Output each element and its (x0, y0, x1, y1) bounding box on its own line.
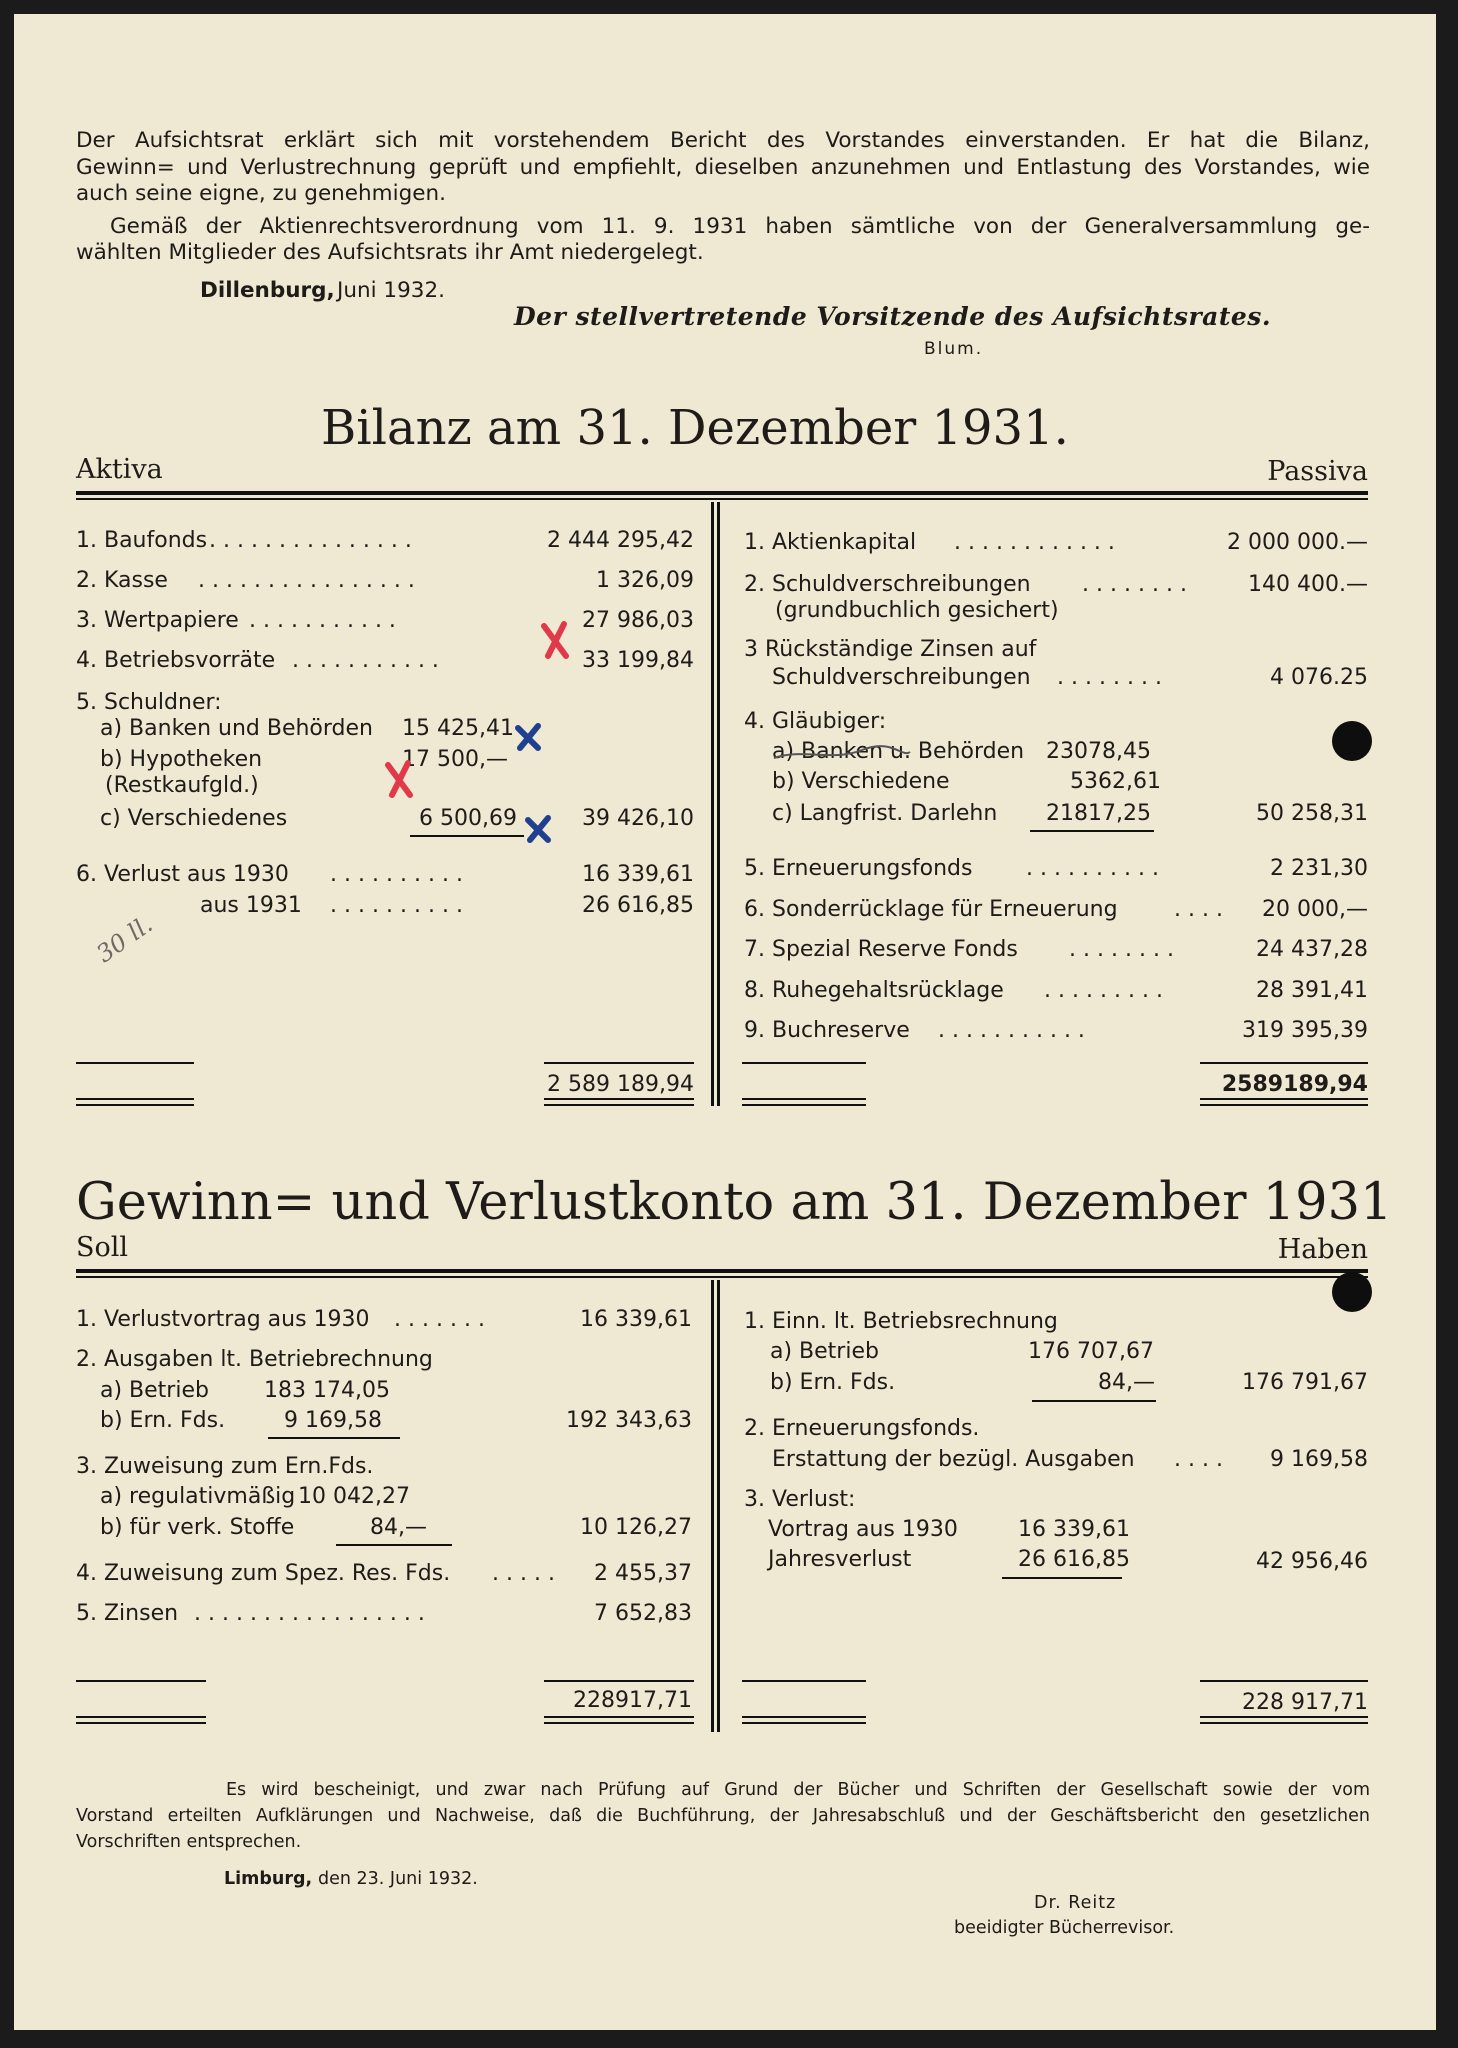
passiva-glaeubiger-a-label: a) Banken u. Behörden (772, 739, 1025, 764)
passiva-glaeubiger-b-label: b) Verschiedene (772, 769, 950, 794)
soll-zuweisung-ern-total: 10 126,27 (580, 1515, 692, 1540)
soll-zuweisung-ern-b-label: b) für verk. Stoffe (100, 1515, 295, 1540)
leader-dots: .......... (330, 862, 470, 887)
haben-verlust-label: 3. Verlust: (744, 1487, 856, 1512)
soll-zuweisung-spez-value: 2 455,37 (594, 1561, 692, 1586)
pencil-strikethrough (772, 740, 912, 766)
haben-verlust-b-value: 26 616,85 (1018, 1547, 1130, 1572)
red-check-mark-icon (384, 759, 416, 799)
aktiva-schuldner-c-label: c) Verschiedenes (100, 806, 288, 831)
bilanz-top-rule-thin (76, 498, 1368, 500)
aktiva-schuldner-total: 39 426,10 (582, 806, 694, 831)
subtotal-underline (1002, 1577, 1122, 1579)
bilanz-center-rule (717, 502, 720, 1106)
punch-hole (1332, 1272, 1372, 1312)
passiva-ruhegehalt-value: 28 391,41 (1256, 978, 1368, 1003)
aktiva-schuldner-label: 5. Schuldner: (76, 690, 222, 715)
passiva-glaeubiger-c-value: 21817,25 (1046, 801, 1151, 826)
haben-label: Haben (1277, 1234, 1368, 1265)
aktiva-total-rule (544, 1062, 694, 1064)
haben-einnahmen-label: 1. Einn. lt. Betriebsrechnung (744, 1309, 1058, 1334)
leader-dots: ............... (209, 528, 419, 553)
aktiva-schuldner-a-value: 15 425,41 (402, 716, 514, 741)
certification-line-1: Es wird bescheinigt, und zwar nach Prüfung auf Grund der Bücher und Schriften der Gesellschaft sowie der vom (226, 1780, 1370, 1800)
haben-total: 228 917,71 (1242, 1690, 1368, 1715)
auditor-name: Dr. Reitz (1034, 1893, 1117, 1913)
soll-ausgaben-b-value: 9 169,58 (284, 1408, 382, 1433)
passiva-buchreserve-label: 9. Buchreserve (744, 1018, 910, 1043)
soll-zuweisung-ern-a-value: 10 042,27 (298, 1484, 410, 1509)
guv-center-rule (717, 1280, 720, 1732)
aktiva-total-rule (544, 1098, 694, 1100)
aktiva-schuldner-b-label2: (Restkaufgld.) (105, 773, 259, 798)
aktiva-schuldner-a-label: a) Banken und Behörden (100, 716, 373, 741)
passiva-erneuerungsfonds-value: 2 231,30 (1270, 856, 1368, 881)
soll-total: 228917,71 (573, 1688, 692, 1713)
soll-ausgaben-b-label: b) Ern. Fds. (100, 1408, 226, 1433)
aktiva-label: Aktiva (76, 454, 163, 485)
passiva-buchreserve-value: 319 395,39 (1242, 1018, 1368, 1043)
intro-paragraph-2: Gemäß der Aktienrechtsverordnung vom 11. 9. 1931 haben sämtliche von der Generalversammlung ge- (110, 214, 1370, 239)
signature-title: Der stellvertretende Vorsitzende des Aufsichtsrates. (514, 302, 1272, 331)
auditor-title: beeidigter Bücherrevisor. (954, 1918, 1175, 1938)
intro-paragraph-1 (76, 127, 1370, 181)
passiva-glaeubiger-c-label: c) Langfrist. Darlehn (772, 801, 998, 826)
aktiva-total-rule (76, 1104, 194, 1106)
soll-zinsen-label: 5. Zinsen (76, 1601, 179, 1626)
haben-erneuerungsfonds-value: 9 169,58 (1270, 1447, 1368, 1472)
subtotal-underline (1030, 830, 1154, 832)
aktiva-verlust-label: 6. Verlust aus 1930 (76, 862, 289, 887)
soll-zuweisung-ern-b-value: 84,— (370, 1515, 427, 1540)
leader-dots: ..... (492, 1561, 562, 1586)
haben-total-rule (742, 1680, 866, 1682)
passiva-glaeubiger-b-value: 5362,61 (1070, 769, 1161, 794)
document-page (14, 14, 1436, 2030)
passiva-total-rule (742, 1062, 866, 1064)
passiva-spezial-value: 24 437,28 (1256, 937, 1368, 962)
leader-dots: .......... (330, 893, 470, 918)
haben-erneuerungsfonds-label: 2. Erneuerungsfonds. (744, 1416, 980, 1441)
haben-einnahmen-total: 176 791,67 (1242, 1370, 1368, 1395)
leader-dots: .......... (1026, 856, 1166, 881)
intro-line: wählten Mitglieder des Aufsichtsrats ihr Amt niedergelegt. (76, 240, 704, 265)
aktiva-total-rule (76, 1062, 194, 1064)
soll-zinsen-value: 7 652,83 (594, 1601, 692, 1626)
passiva-zinsen-value: 4 076.25 (1270, 665, 1368, 690)
guv-title: Gewinn= und Verlustkonto am 31. Dezember 1931 (76, 1173, 1393, 1232)
guv-center-rule (711, 1280, 714, 1732)
aktiva-schuldner-b-value: 17 500,— (402, 747, 508, 772)
haben-total-rule (742, 1722, 866, 1724)
aktiva-schuldner-b-label: b) Hypotheken (100, 747, 263, 772)
aktiva-total: 2 589 189,94 (547, 1072, 694, 1097)
passiva-aktienkapital-label: 1. Aktienkapital (744, 530, 917, 555)
soll-total-rule (76, 1716, 206, 1718)
passiva-glaeubiger-total: 50 258,31 (1256, 801, 1368, 826)
soll-verlustvortrag-value: 16 339,61 (580, 1307, 692, 1332)
aktiva-baufonds-label: 1. Baufonds (76, 528, 208, 553)
aktiva-verlust-value2: 26 616,85 (582, 893, 694, 918)
soll-ausgaben-label: 2. Ausgaben lt. Betriebrechnung (76, 1347, 433, 1372)
punch-hole (1332, 721, 1372, 761)
guv-top-rule-thin (76, 1276, 1368, 1278)
certification-line-2: Vorstand erteilten Aufklärungen und Nachweise, daß die Buchführung, der Jahresabschluß und der Geschäftsbericht den gesetzlichen (76, 1806, 1370, 1826)
soll-zuweisung-ern-a-label: a) regulativmäßig (100, 1484, 296, 1509)
leader-dots: ........... (249, 608, 403, 633)
passiva-total: 2589189,94 (1221, 1072, 1368, 1097)
soll-ausgaben-a-value: 183 174,05 (264, 1378, 390, 1403)
bilanz-center-rule (711, 502, 714, 1106)
passiva-label: Passiva (1267, 456, 1368, 487)
soll-label: Soll (76, 1232, 129, 1263)
haben-total-rule (1200, 1722, 1368, 1724)
aktiva-total-rule (76, 1098, 194, 1100)
soll-total-rule (544, 1716, 694, 1718)
aktiva-total-rule (544, 1104, 694, 1106)
passiva-schuldverschreibungen-value: 140 400.— (1248, 572, 1368, 597)
red-check-mark-icon (540, 620, 572, 660)
intro-line: Der Aufsichtsrat erklärt sich mit vorstehendem Bericht des Vorstandes einverstanden. Er hat die Bilanz, (76, 128, 1370, 153)
leader-dots: ................. (194, 1601, 432, 1626)
bilanz-top-rule (76, 491, 1368, 495)
soll-zuweisung-spez-label: 4. Zuweisung zum Spez. Res. Fds. (76, 1561, 451, 1586)
passiva-total-rule (742, 1098, 866, 1100)
aktiva-schuldner-c-value: 6 500,69 (419, 806, 517, 831)
haben-total-rule (742, 1716, 866, 1718)
soll-zuweisung-ern-label: 3. Zuweisung zum Ern.Fds. (76, 1454, 374, 1479)
place-limburg: Limburg, (224, 1869, 313, 1889)
blue-check-mark-icon (514, 722, 544, 752)
aktiva-kasse-value: 1 326,09 (596, 568, 694, 593)
subtotal-underline (410, 835, 524, 837)
haben-verlust-a-label: Vortrag aus 1930 (768, 1517, 958, 1542)
passiva-schuldverschreibungen-label: 2. Schuldverschreibungen (744, 572, 1031, 597)
intro-date: Juni 1932. (337, 278, 445, 303)
leader-dots: .... (1174, 897, 1230, 922)
aktiva-wertpapiere-label: 3. Wertpapiere (76, 608, 239, 633)
intro-line: auch seine eigne, zu genehmigen. (76, 181, 446, 206)
leader-dots: ......... (1044, 978, 1170, 1003)
haben-verlust-total: 42 956,46 (1256, 1549, 1368, 1574)
haben-total-rule (1200, 1716, 1368, 1718)
aktiva-verlust-label2: aus 1931 (200, 893, 302, 918)
certification-last-line: Vorschriften entsprechen. (76, 1832, 302, 1852)
leader-dots: ........ (1082, 572, 1194, 597)
leader-dots: ........ (1057, 665, 1169, 690)
haben-erneuerungsfonds-label2: Erstattung der bezügl. Ausgaben (772, 1447, 1135, 1472)
passiva-schuldverschreibungen-sub: (grundbuchlich gesichert) (775, 598, 1059, 623)
leader-dots: ............ (954, 530, 1122, 555)
aktiva-kasse-label: 2. Kasse (76, 568, 168, 593)
certification-date: den 23. Juni 1932. (318, 1869, 478, 1889)
intro-line: Gewinn= und Verlustrechnung geprüft und empfiehlt, dieselben anzunehmen und Entlastung des Vorstandes, wie (76, 155, 1370, 180)
soll-total-rule (544, 1680, 694, 1682)
bilanz-title: Bilanz am 31. Dezember 1931. (321, 400, 1069, 456)
signature-name: Blum. (924, 339, 984, 359)
soll-total-rule (544, 1722, 694, 1724)
haben-verlust-b-label: Jahresverlust (768, 1547, 912, 1572)
leader-dots: .... (1174, 1447, 1230, 1472)
haben-verlust-a-value: 16 339,61 (1018, 1517, 1130, 1542)
aktiva-betriebsvorraete-value: 33 199,84 (582, 648, 694, 673)
soll-ausgaben-total: 192 343,63 (566, 1408, 692, 1433)
leader-dots: ........... (292, 648, 446, 673)
passiva-zinsen-label2: Schuldverschreibungen (772, 665, 1031, 690)
leader-dots: ........ (1069, 937, 1181, 962)
subtotal-underline (268, 1437, 400, 1439)
passiva-glaeubiger-a-value: 23078,45 (1046, 739, 1151, 764)
passiva-sonderruecklage-label: 6. Sonderrücklage für Erneuerung (744, 897, 1118, 922)
passiva-aktienkapital-value: 2 000 000.— (1227, 530, 1368, 555)
passiva-zinsen-label: 3 Rückständige Zinsen auf (744, 637, 1037, 662)
haben-einnahmen-a-value: 176 707,67 (1028, 1339, 1154, 1364)
passiva-ruhegehalt-label: 8. Ruhegehaltsrücklage (744, 978, 1004, 1003)
aktiva-wertpapiere-value: 27 986,03 (582, 608, 694, 633)
blue-check-mark-icon (524, 814, 554, 844)
passiva-sonderruecklage-value: 20 000,— (1262, 897, 1368, 922)
aktiva-betriebsvorraete-label: 4. Betriebsvorräte (76, 648, 276, 673)
passiva-total-rule (1200, 1104, 1368, 1106)
aktiva-baufonds-value: 2 444 295,42 (547, 528, 694, 553)
subtotal-underline (336, 1544, 452, 1546)
passiva-total-rule (742, 1104, 866, 1106)
passiva-erneuerungsfonds-label: 5. Erneuerungsfonds (744, 856, 973, 881)
soll-ausgaben-a-label: a) Betrieb (100, 1378, 209, 1403)
passiva-glaeubiger-label: 4. Gläubiger: (744, 709, 887, 734)
passiva-spezial-label: 7. Spezial Reserve Fonds (744, 937, 1018, 962)
passiva-total-rule (1200, 1098, 1368, 1100)
soll-total-rule (76, 1680, 206, 1682)
haben-einnahmen-b-label: b) Ern. Fds. (770, 1370, 896, 1395)
haben-einnahmen-b-value: 84,— (1098, 1370, 1155, 1395)
guv-top-rule (76, 1269, 1368, 1273)
soll-total-rule (76, 1722, 206, 1724)
soll-verlustvortrag-label: 1. Verlustvortrag aus 1930 (76, 1307, 370, 1332)
leader-dots: ........... (938, 1018, 1092, 1043)
subtotal-underline (1032, 1400, 1156, 1402)
haben-total-rule (1200, 1680, 1368, 1682)
haben-einnahmen-a-label: a) Betrieb (770, 1339, 879, 1364)
leader-dots: ................ (198, 568, 422, 593)
pencil-margin-note: 30 ll. (91, 910, 158, 969)
passiva-total-rule (1200, 1062, 1368, 1064)
aktiva-verlust-value: 16 339,61 (582, 862, 694, 887)
leader-dots: ....... (394, 1307, 492, 1332)
place-dillenburg: Dillenburg, (200, 278, 335, 303)
